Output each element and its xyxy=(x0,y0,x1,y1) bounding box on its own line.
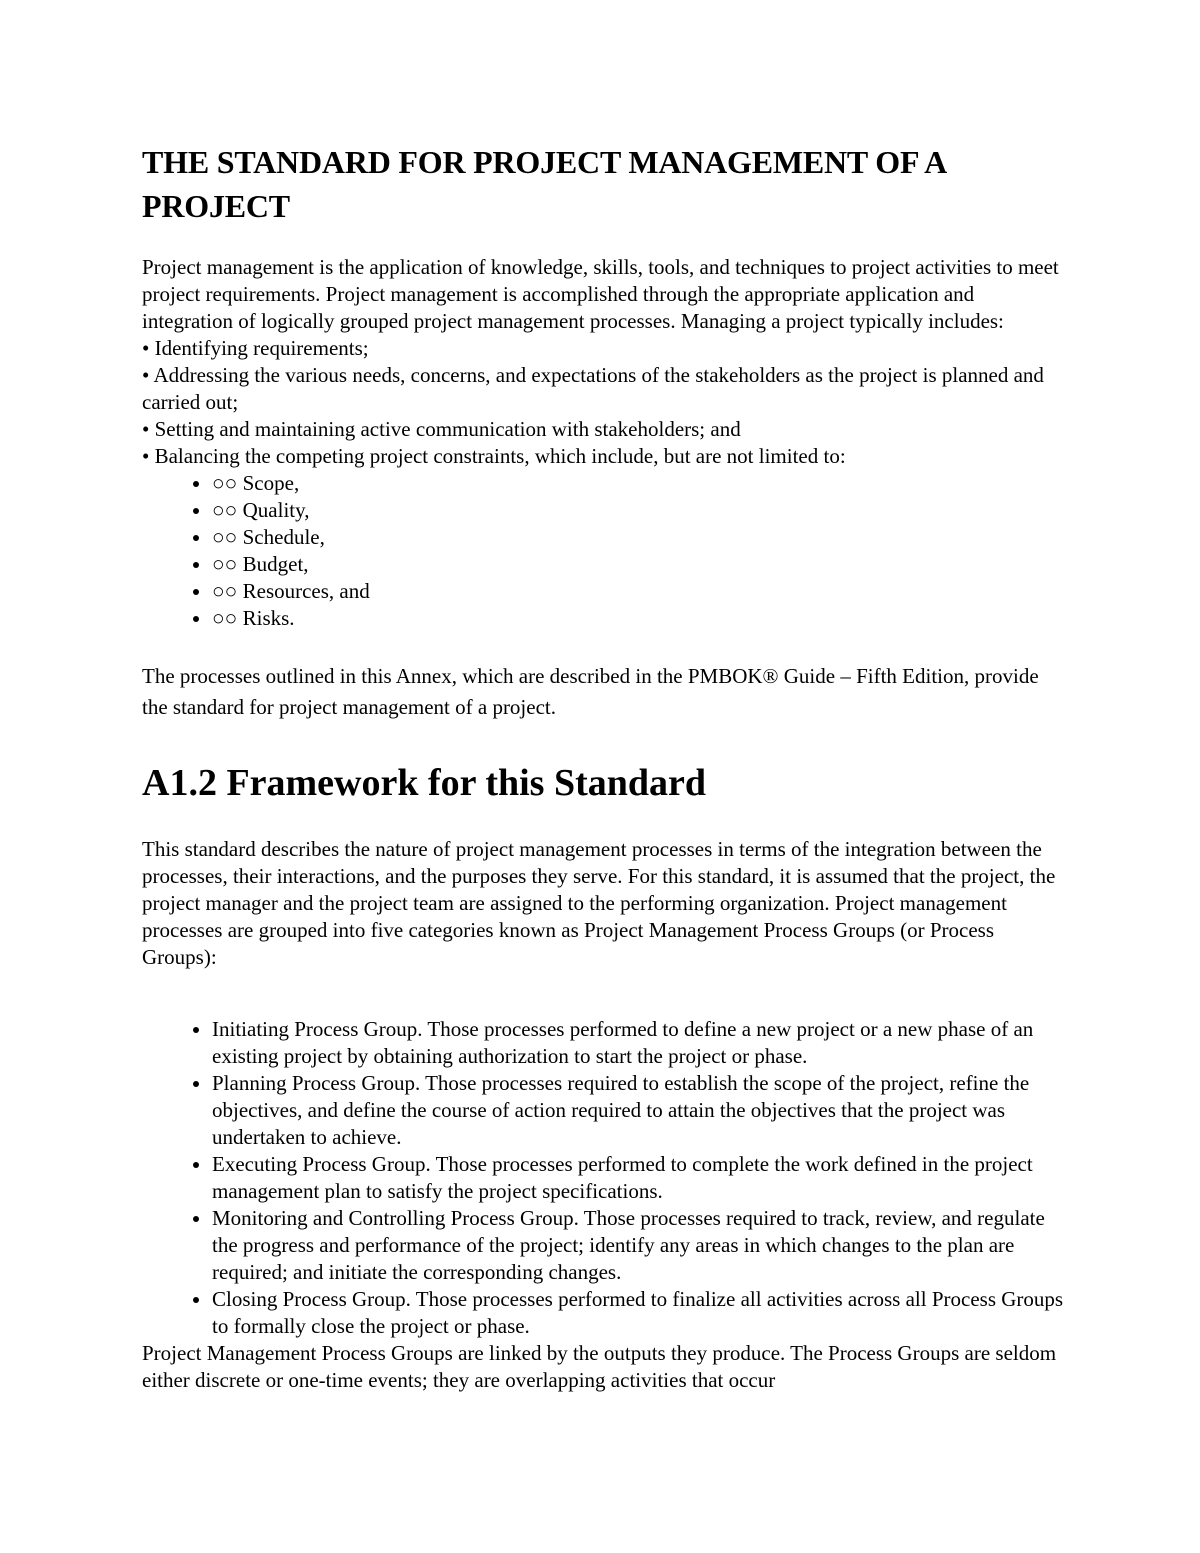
intro-bullet-item: • Addressing the various needs, concerns, and expectations of the stakeholders as the project is planned and carried out; xyxy=(142,363,1044,414)
process-group-item: • Monitoring and Controlling Process Group. Those processes required to track, review, and regulate the progress and performance of the project; identify any areas in which changes to the plan are required; and initiate the corresponding changes. xyxy=(212,1205,1067,1286)
constraint-item: • ○○ Scope, xyxy=(212,470,1067,497)
document-title xyxy=(142,140,1067,228)
document-page xyxy=(142,140,1067,1394)
intro-bullet-list xyxy=(142,335,1067,470)
process-group-item: • Planning Process Group. Those processes required to establish the scope of the project, refine the objectives, and define the course of action required to attain the objectives that the project was undertaken to achieve. xyxy=(212,1070,1067,1151)
constraint-list xyxy=(142,470,1067,632)
framework-paragraph: This standard describes the nature of project management processes in terms of the integration between the processes, their interactions, and the purposes they serve. For this standard, it is assumed that the project, the project manager and the project team are assigned to the performing organization. Project management processes are grouped into five categories known as Project Management Process Groups (or Process Groups): xyxy=(142,837,1056,969)
constraint-item: • ○○ Quality, xyxy=(212,497,1067,524)
section-heading: A1.2 Framework for this Standard xyxy=(142,762,707,804)
constraint-item: • ○○ Schedule, xyxy=(212,524,1067,551)
intro-paragraph: Project management is the application of knowledge, skills, tools, and techniques to project activities to meet project requirements. Project management is accomplished through the appropriate application and integration of logically grouped project management processes. Managing a project typically includes: xyxy=(142,255,1059,333)
document-title-line-2: PROJECT xyxy=(142,188,290,224)
constraint-item: • ○○ Risks. xyxy=(212,605,1067,632)
intro-bullet-item: • Setting and maintaining active communication with stakeholders; and xyxy=(142,417,741,441)
intro-bullet-item: • Identifying requirements; xyxy=(142,336,369,360)
intro-bullet-item: • Balancing the competing project constraints, which include, but are not limited to: xyxy=(142,444,846,468)
constraint-item: • ○○ Resources, and xyxy=(212,578,1067,605)
process-group-list xyxy=(142,1016,1067,1340)
document-title-line-1: THE STANDARD FOR PROJECT MANAGEMENT OF A xyxy=(142,144,948,180)
constraint-item: • ○○ Budget, xyxy=(212,551,1067,578)
process-group-item: • Executing Process Group. Those processes performed to complete the work defined in the project management plan to satisfy the project specifications. xyxy=(212,1151,1067,1205)
annex-paragraph: The processes outlined in this Annex, which are described in the PMBOK® Guide – Fifth Edition, provide the standard for project management of a project. xyxy=(142,664,1039,719)
process-group-item: • Initiating Process Group. Those processes performed to define a new project or a new phase of an existing project by obtaining authorization to start the project or phase. xyxy=(212,1016,1067,1070)
process-group-item: • Closing Process Group. Those processes performed to finalize all activities across all Process Groups to formally close the project or phase. xyxy=(212,1286,1067,1340)
closing-paragraph: Project Management Process Groups are linked by the outputs they produce. The Process Groups are seldom either discrete or one-time events; they are overlapping activities that occur xyxy=(142,1341,1057,1392)
